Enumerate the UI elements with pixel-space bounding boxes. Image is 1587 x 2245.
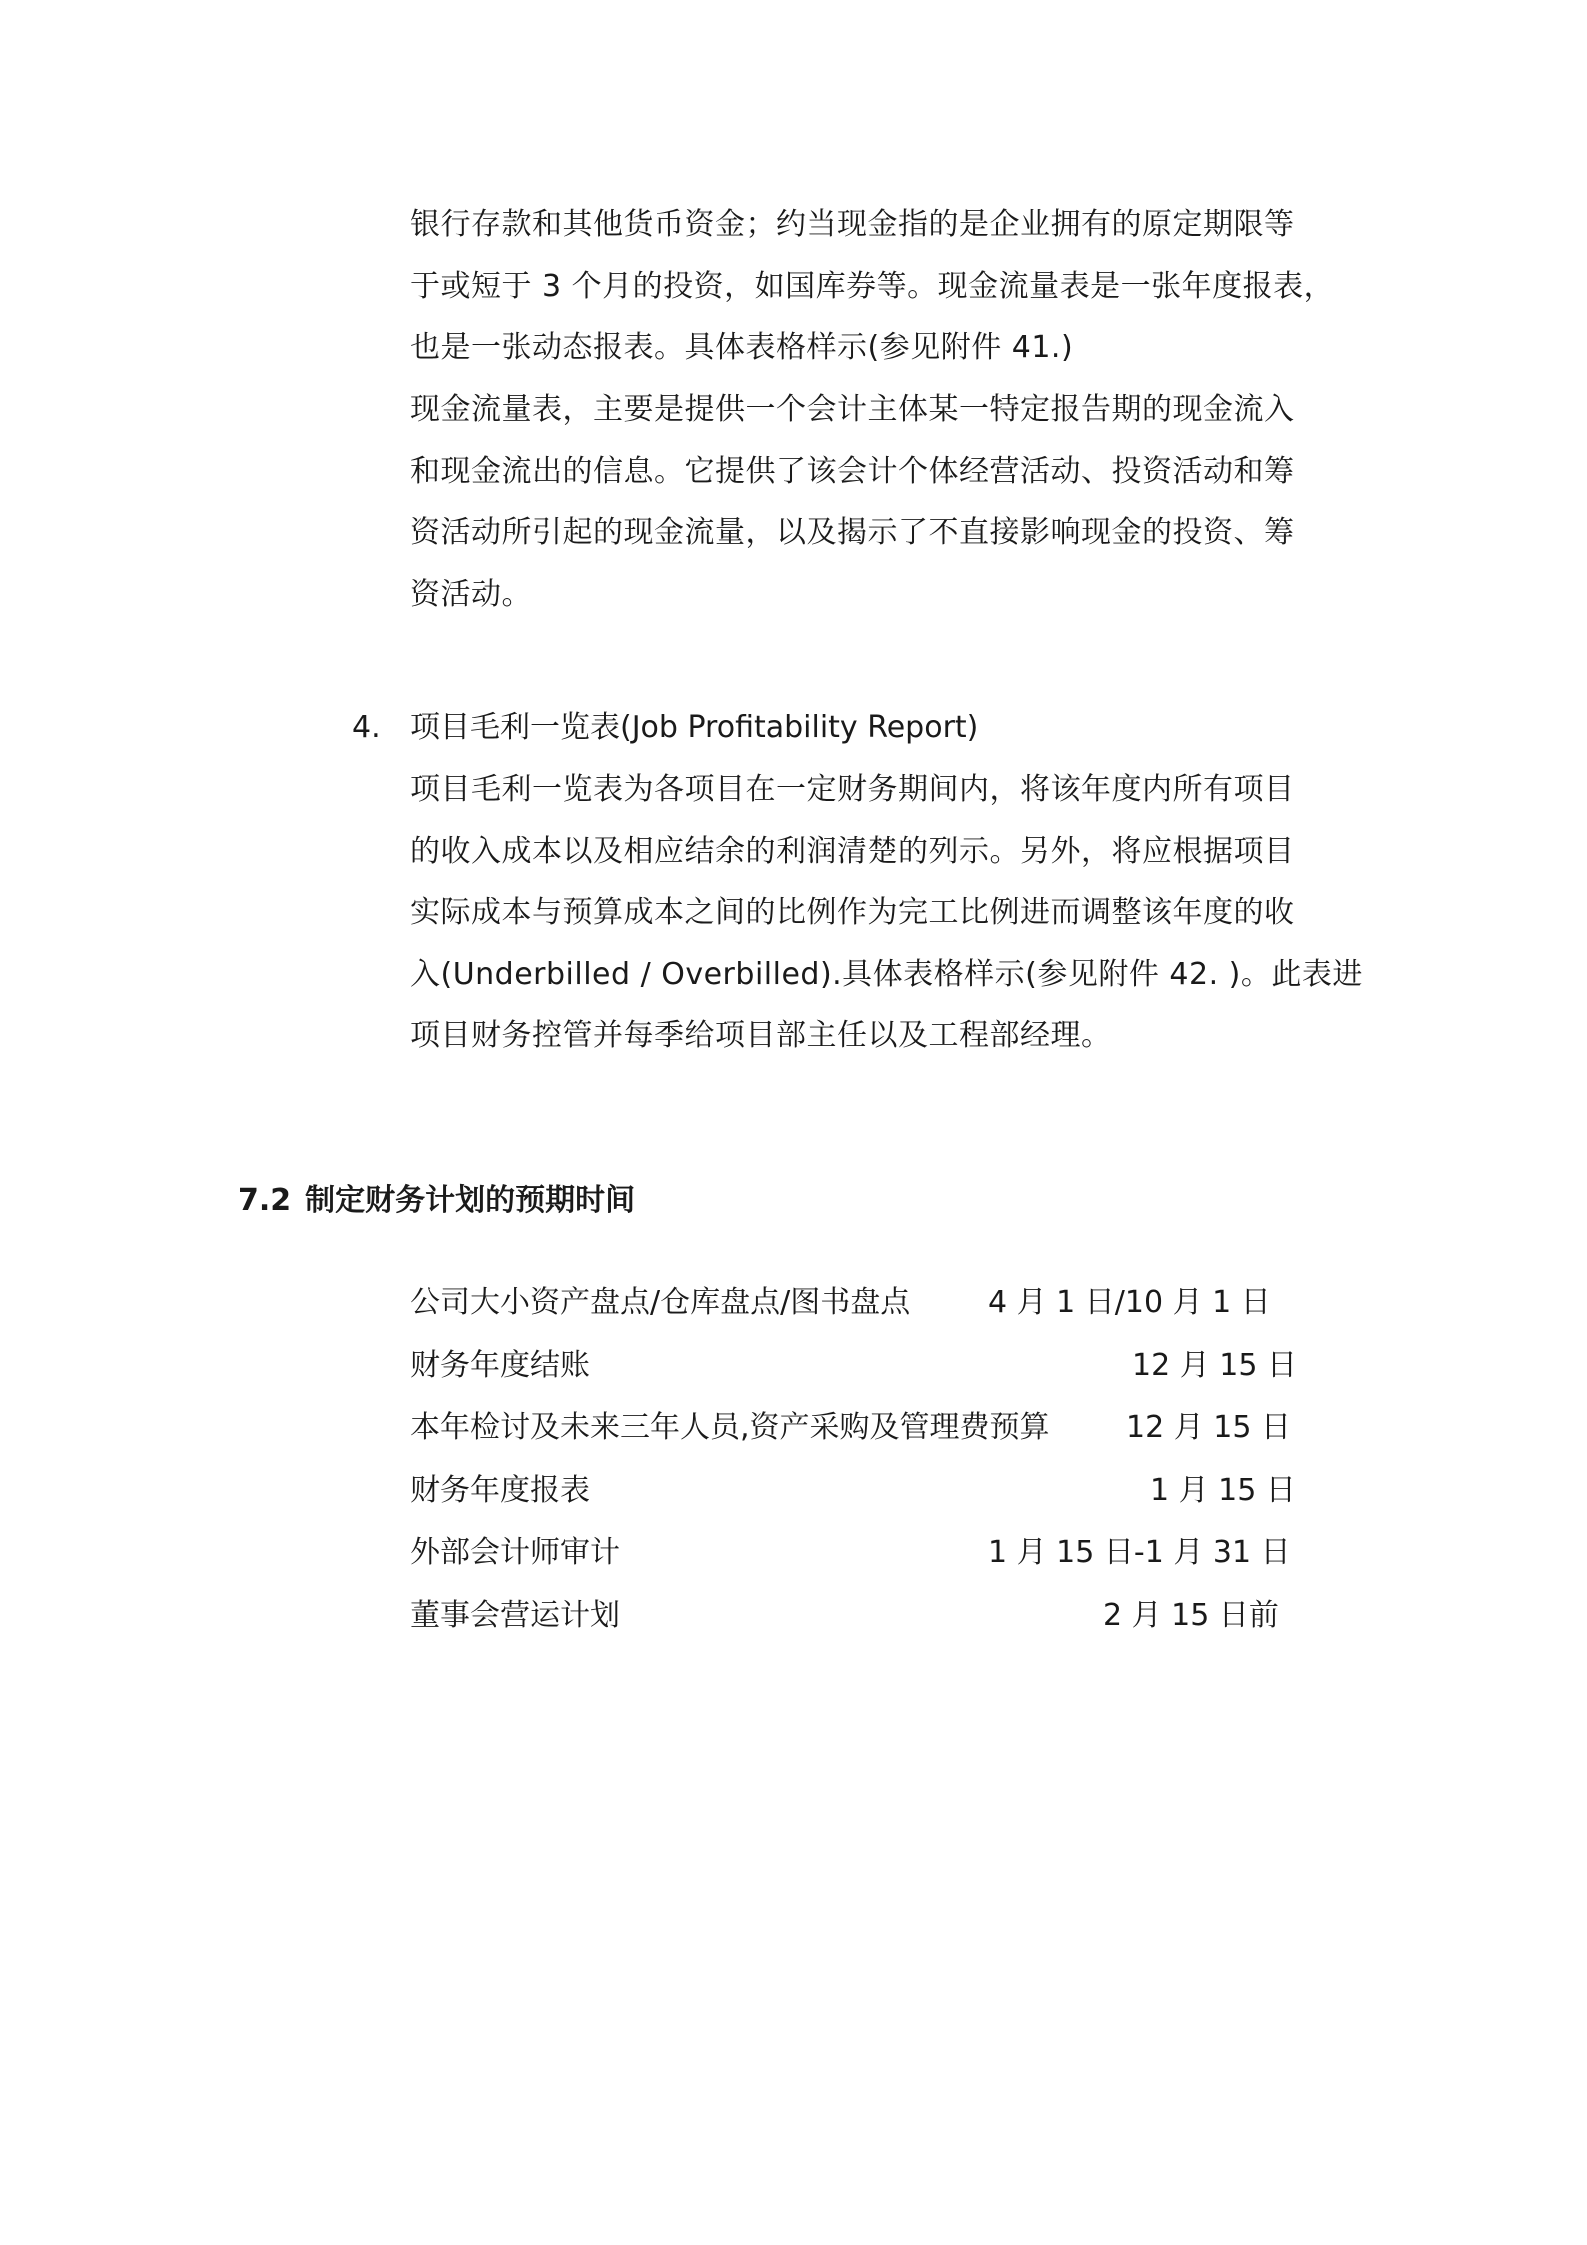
- schedule-row: [410, 1585, 1310, 1648]
- schedule-row: [410, 1335, 1310, 1398]
- paragraph-line: 于或短于 3 个月的投资，如国库券等。现金流量表是一张年度报表，: [410, 268, 1335, 304]
- schedule-row: [410, 1397, 1310, 1460]
- paragraph-line: 的收入成本以及相应结余的利润清楚的列示。另外，将应根据项目: [410, 833, 1295, 869]
- paragraph-line: 也是一张动态报表。具体表格样示(参见附件 41.): [410, 330, 1074, 365]
- paragraph-line: 项目财务控管并每季给项目部主任以及工程部经理。: [410, 1018, 1112, 1053]
- schedule-task: 公司大小资产盘点/仓库盘点/图书盘点: [410, 1285, 911, 1320]
- job-profitability-paragraph: [410, 759, 1363, 1067]
- schedule-row: [410, 1272, 1310, 1335]
- paragraph-line: 现金流量表，主要是提供一个会计主体某一特定报告期的现金流入: [410, 392, 1295, 427]
- list-item-number: 4.: [352, 710, 381, 745]
- paragraph-line: 资活动。: [410, 576, 532, 612]
- schedule-row: [410, 1460, 1310, 1523]
- intro-paragraph: [410, 194, 1350, 379]
- paragraph-line: 项目毛利一览表为各项目在一定财务期间内，将该年度内所有项目: [410, 772, 1295, 807]
- schedule-task: 本年检讨及未来三年人员,资产采购及管理费预算: [410, 1410, 1050, 1445]
- list-item-title: 项目毛利一览表(Job Profitability Report): [410, 710, 979, 745]
- paragraph-line: 和现金流出的信息。它提供了该会计个体经营活动、投资活动和筹: [410, 453, 1295, 489]
- schedule-list: [410, 1272, 1310, 1647]
- schedule-task: 财务年度报表: [410, 1472, 590, 1508]
- schedule-date: 4 月 1 日/10 月 1 日: [988, 1285, 1271, 1320]
- schedule-date: 1 月 15 日: [1150, 1472, 1296, 1508]
- section-title: 制定财务计划的预期时间: [305, 1183, 636, 1218]
- schedule-date: 1 月 15 日-1 月 31 日: [988, 1535, 1291, 1570]
- schedule-date: 2 月 15 日前: [1103, 1597, 1279, 1633]
- schedule-date: 12 月 15 日: [1126, 1410, 1291, 1445]
- schedule-task: 财务年度结账: [410, 1347, 590, 1383]
- section-number: 7.2: [238, 1183, 292, 1218]
- schedule-row: [410, 1522, 1310, 1585]
- paragraph-line: 银行存款和其他货币资金；约当现金指的是企业拥有的原定期限等: [410, 207, 1295, 242]
- schedule-task: 外部会计师审计: [410, 1535, 620, 1570]
- cashflow-paragraph: [410, 379, 1350, 625]
- paragraph-line: 入(Underbilled / Overbilled).具体表格样示(参见附件 42. )。此表进: [410, 956, 1363, 992]
- paragraph-line: 资活动所引起的现金流量，以及揭示了不直接影响现金的投资、筹: [410, 515, 1295, 550]
- section-heading: [238, 1170, 635, 1232]
- schedule-date: 12 月 15 日: [1132, 1347, 1297, 1383]
- paragraph-line: 实际成本与预算成本之间的比例作为完工比例进而调整该年度的收: [410, 895, 1295, 930]
- schedule-task: 董事会营运计划: [410, 1597, 620, 1633]
